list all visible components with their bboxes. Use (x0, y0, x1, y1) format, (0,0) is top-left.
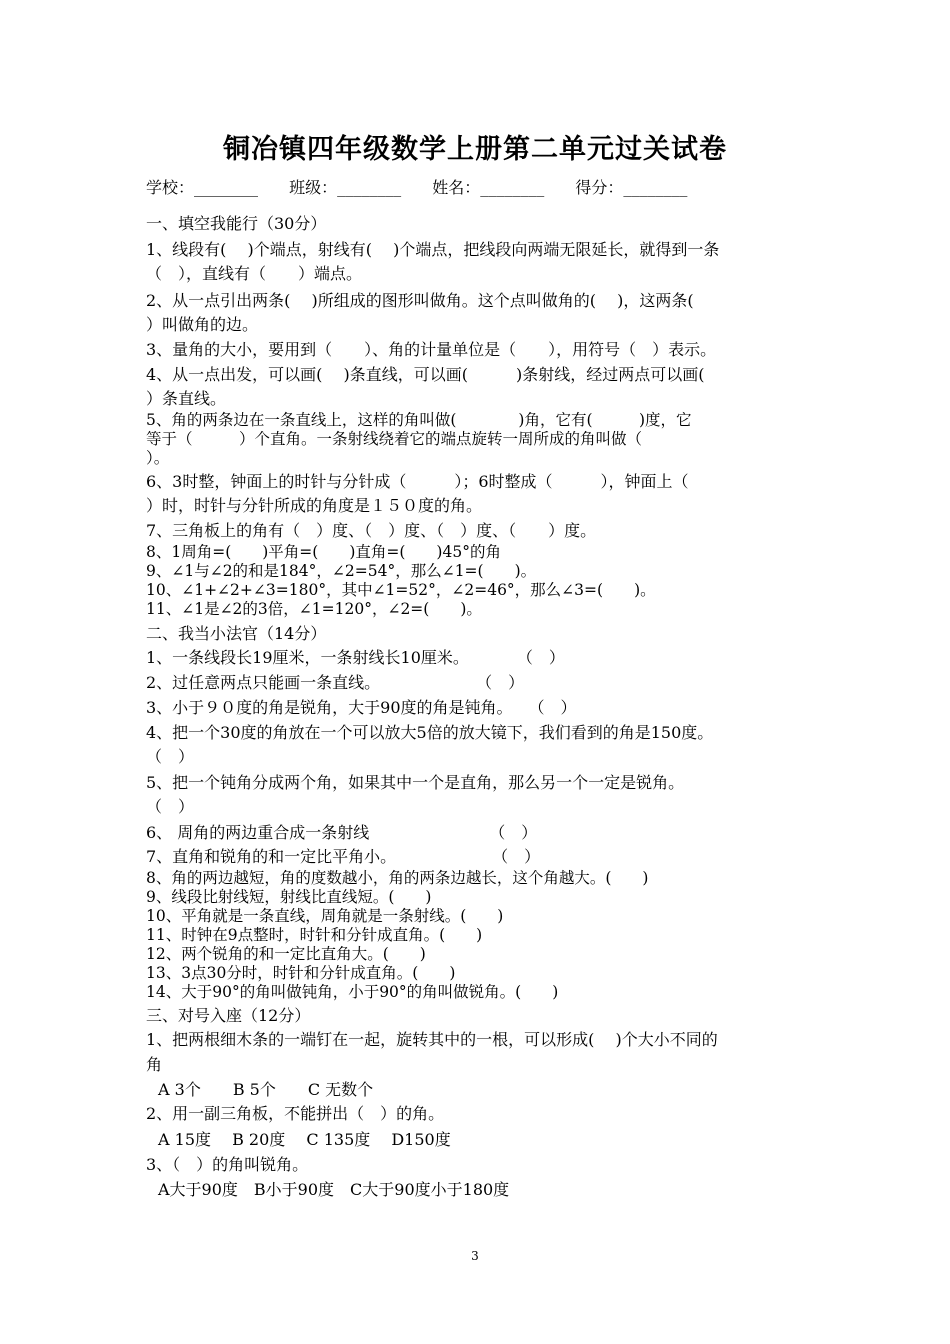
text-line: 12、两个锐角的和一定比直角大。( ) (146, 945, 426, 963)
text-line: 1、把两根细木条的一端钉在一起，旋转其中的一根，可以形成( )个大小不同的 (146, 1030, 718, 1049)
text-line: 3、小于９０度的角是锐角，大于90度的角是钝角。 （ ） (146, 698, 577, 717)
text-line: 2、过任意两点只能画一条直线。 （ ） (146, 673, 525, 692)
text-line: ）时，时针与分针所成的角度是１５０度的角。 (146, 496, 483, 515)
text-line: 7、直角和锐角的和一定比平角小。 （ ） (146, 847, 541, 866)
school-field: 学校：________ (146, 178, 259, 197)
page-number: 3 (471, 1249, 479, 1263)
text-line: （ ） (146, 797, 195, 816)
text-line: ）条直线。 (146, 389, 227, 408)
text-line: 8、1周角=( )平角=( )直角=( )45°的角 (146, 543, 501, 561)
text-line: ）叫做角的边。 (146, 315, 259, 334)
text-line: 10、平角就是一条直线，周角就是一条射线。( ) (146, 907, 504, 925)
class-field: 班级：________ (289, 178, 402, 197)
text-line: （ ） (146, 747, 195, 766)
text-line: 1、一条线段长19厘米，一条射线长10厘米。 （ ） (146, 648, 565, 667)
text-line: （ ），直线有（ ）端点。 (146, 264, 363, 283)
text-line: 3、量角的大小，要用到（ ）、角的计量单位是（ ），用符号（ ）表示。 (146, 340, 717, 359)
student-info-bar (146, 176, 713, 200)
text-line: ）。 (146, 449, 170, 467)
text-line: 4、从一点出发，可以画( )条直线，可以画( )条射线，经过两点可以画( (146, 365, 705, 384)
text-line: 等于（ ）个直角。一条射线绕着它的端点旋转一周所成的角叫做（ (146, 430, 643, 448)
text-line: 4、把一个30度的角放在一个可以放大5倍的放大镜下，我们看到的角是150度。 (146, 723, 714, 742)
text-line: 一、填空我能行（30分） (146, 214, 327, 233)
text-line: A 3个 B 5个 C 无数个 (158, 1080, 374, 1099)
text-line: 14、大于90°的角叫做钝角，小于90°的角叫做锐角。( ) (146, 983, 559, 1001)
text-line: 1、线段有( )个端点，射线有( )个端点，把线段向两端无限延长，就得到一条 (146, 240, 720, 259)
text-line: 9、∠1与∠2的和是184°，∠2=54°，那么∠1=( )。 (146, 562, 537, 580)
text-line: 8、角的两边越短，角的度数越小，角的两条边越长，这个角越大。( ) (146, 869, 649, 887)
text-line: 5、角的两条边在一条直线上，这样的角叫做( )角，它有( )度，它 (146, 411, 692, 429)
text-line: 7、三角板上的角有（ ）度、（ ）度、（ ）度、（ ）度。 (146, 521, 597, 540)
text-line: 10、∠1+∠2+∠3=180°，其中∠1=52°，∠2=46°，那么∠3=( )。 (146, 581, 656, 599)
text-line: 11、∠1是∠2的3倍，∠1=120°，∠2=( )。 (146, 600, 482, 618)
text-line: A 15度 B 20度 C 135度 D150度 (158, 1130, 451, 1149)
text-line: 5、把一个钝角分成两个角，如果其中一个是直角，那么另一个一定是锐角。 (146, 773, 685, 792)
page-title: 铜冶镇四年级数学上册第二单元过关试卷 (223, 134, 727, 165)
text-line: 三、对号入座（12分） (146, 1006, 311, 1025)
name-field: 姓名：________ (432, 178, 545, 197)
text-line: 6、 周角的两边重合成一条射线 （ ） (146, 823, 538, 842)
score-field: 得分：________ (575, 178, 688, 197)
text-line: 13、3点30分时，时针和分针成直角。( ) (146, 964, 456, 982)
text-line: 2、用一副三角板，不能拼出（ ）的角。 (146, 1104, 445, 1123)
text-line: 二、我当小法官（14分） (146, 624, 327, 643)
text-line: A大于90度 B小于90度 C大于90度小于180度 (158, 1180, 510, 1199)
text-line: 6、3时整，钟面上的时针与分针成（ ）；6时整成（ ），钟面上（ (146, 472, 689, 491)
text-line: 2、从一点引出两条( )所组成的图形叫做角。这个点叫做角的( )，这两条( (146, 291, 694, 310)
text-line: 11、时钟在9点整时，时针和分针成直角。( ) (146, 926, 483, 944)
text-line: 9、线段比射线短，射线比直线短。( ) (146, 888, 432, 906)
text-line: 角 (146, 1055, 163, 1074)
text-line: 3、（ ）的角叫锐角。 (146, 1155, 309, 1174)
